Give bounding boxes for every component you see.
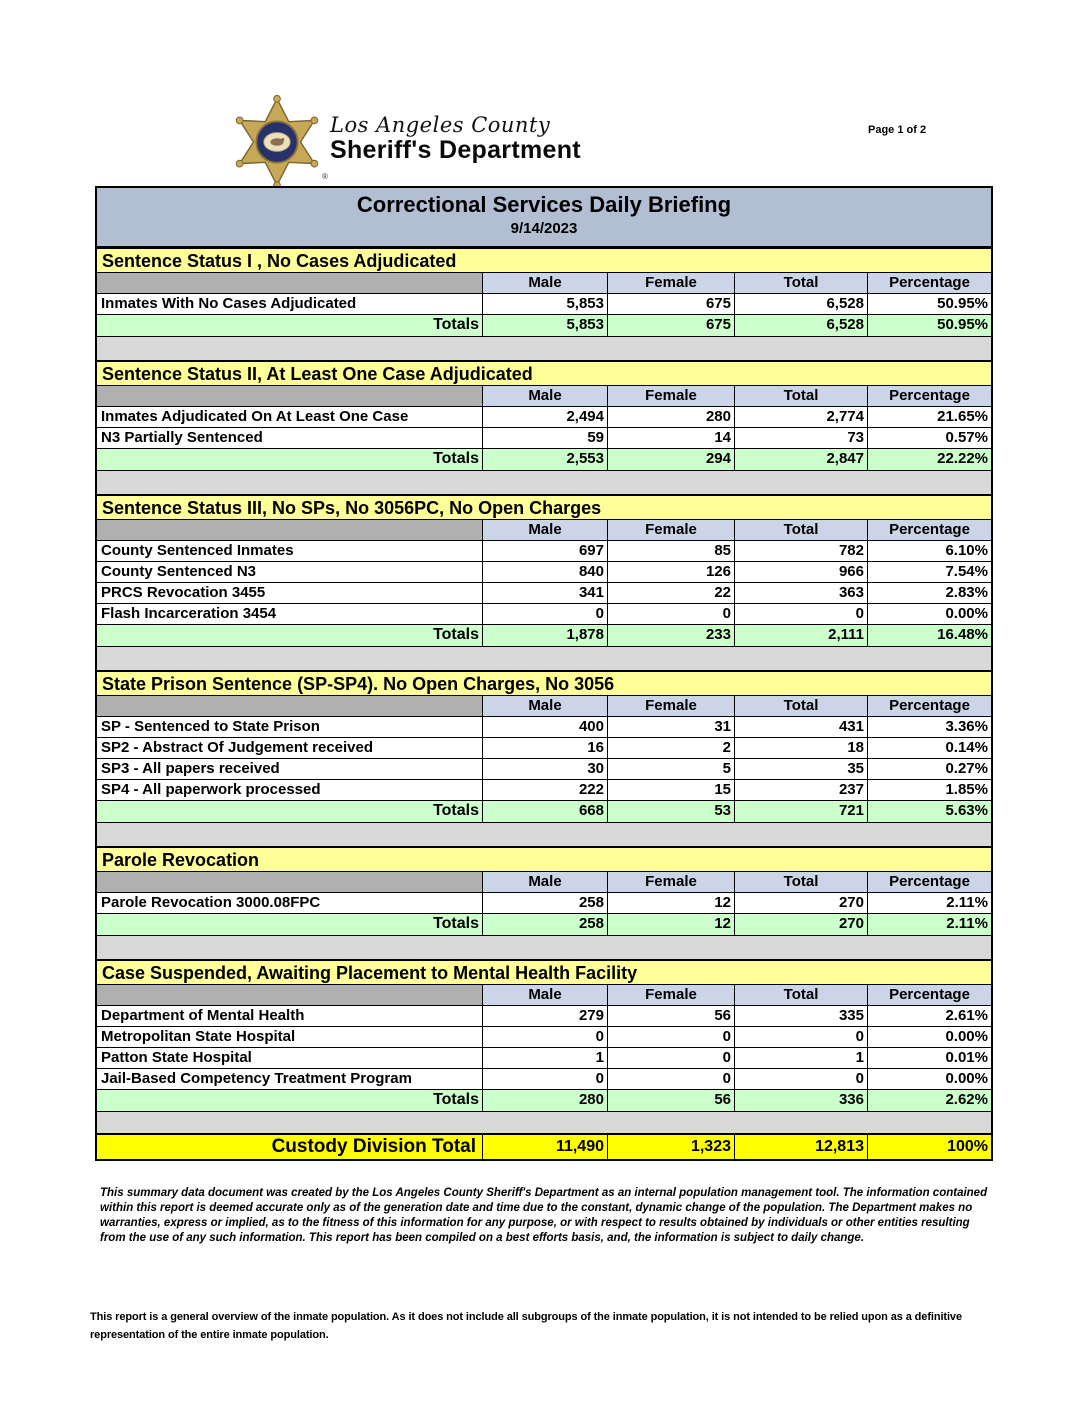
row-label: Parole Revocation 3000.08FPC: [97, 893, 483, 913]
column-header-total: Total: [735, 696, 868, 716]
section-gap: [97, 337, 991, 360]
table-row: [97, 407, 991, 428]
total-value: 270: [735, 893, 868, 913]
table-row: [97, 738, 991, 759]
female-value: 85: [608, 541, 735, 561]
section-header-row: [97, 670, 991, 696]
row-label: Patton State Hospital: [97, 1048, 483, 1068]
table-row: [97, 541, 991, 562]
male-value: 59: [483, 428, 608, 448]
table-row: [97, 583, 991, 604]
totals-label: Totals: [97, 914, 483, 935]
table-row: [97, 1069, 991, 1090]
percentage-value: 3.36%: [868, 717, 991, 737]
row-label: SP2 - Abstract Of Judgement received: [97, 738, 483, 758]
registered-trademark-symbol: ®: [322, 172, 328, 181]
table-row: [97, 893, 991, 914]
total-value: 35: [735, 759, 868, 779]
total-value: 966: [735, 562, 868, 582]
totals-total-value: 721: [735, 801, 868, 822]
total-value: 2,774: [735, 407, 868, 427]
column-header-percentage: Percentage: [868, 273, 991, 293]
totals-label: Totals: [97, 449, 483, 470]
female-value: 12: [608, 893, 735, 913]
total-value: 782: [735, 541, 868, 561]
column-header-percentage: Percentage: [868, 520, 991, 540]
totals-row: [97, 625, 991, 647]
column-header-row: [97, 872, 991, 893]
total-value: 363: [735, 583, 868, 603]
female-value: 2: [608, 738, 735, 758]
percentage-value: 0.00%: [868, 604, 991, 624]
row-label: Inmates Adjudicated On At Least One Case: [97, 407, 483, 427]
male-value: 5,853: [483, 294, 608, 314]
totals-total-value: 2,111: [735, 625, 868, 646]
table-row: [97, 1048, 991, 1069]
column-header-male: Male: [483, 696, 608, 716]
section-header-row: [97, 846, 991, 872]
section-header-row: [97, 247, 991, 273]
total-value: 237: [735, 780, 868, 800]
totals-row: [97, 914, 991, 936]
table-row: [97, 780, 991, 801]
column-header-row: [97, 696, 991, 717]
totals-percentage-value: 22.22%: [868, 449, 991, 470]
table-row: [97, 604, 991, 625]
row-label: Jail-Based Competency Treatment Program: [97, 1069, 483, 1089]
female-value: 675: [608, 294, 735, 314]
totals-male-value: 2,553: [483, 449, 608, 470]
column-header-spacer: [97, 696, 483, 716]
column-header-female: Female: [608, 520, 735, 540]
column-header-female: Female: [608, 872, 735, 892]
totals-percentage-value: 50.95%: [868, 315, 991, 336]
female-value: 0: [608, 1027, 735, 1047]
percentage-value: 0.14%: [868, 738, 991, 758]
male-value: 840: [483, 562, 608, 582]
totals-female-value: 294: [608, 449, 735, 470]
column-header-row: [97, 520, 991, 541]
column-header-female: Female: [608, 696, 735, 716]
female-value: 280: [608, 407, 735, 427]
female-value: 14: [608, 428, 735, 448]
grand-total-label: Custody Division Total: [97, 1135, 483, 1159]
disclaimer-text: This summary data document was created by the Los Angeles County Sheriff's Department as an internal population management tool. The information contained within this report is deemed accurate only as of the generation date and time due to the constant, dynamic change of the population. The Department makes no warranties, express or implied, as to the fitness of this information for any purpose, or with respect to results obtained by individuals or other entities resulting from the use of any such information. This report has been compiled on a best efforts basis, and, the information is subject to daily change.: [100, 1187, 988, 1244]
percentage-value: 0.57%: [868, 428, 991, 448]
totals-female-value: 56: [608, 1090, 735, 1111]
table-row: [97, 1006, 991, 1027]
column-header-spacer: [97, 985, 483, 1005]
male-value: 0: [483, 1069, 608, 1089]
agency-name-block: [330, 113, 581, 163]
row-label: SP - Sentenced to State Prison: [97, 717, 483, 737]
totals-male-value: 668: [483, 801, 608, 822]
column-header-female: Female: [608, 985, 735, 1005]
female-value: 0: [608, 1069, 735, 1089]
column-header-percentage: Percentage: [868, 985, 991, 1005]
section-gap: [97, 823, 991, 846]
percentage-value: 2.61%: [868, 1006, 991, 1026]
column-header-spacer: [97, 872, 483, 892]
column-header-row: [97, 273, 991, 294]
row-label: Inmates With No Cases Adjudicated: [97, 294, 483, 314]
total-value: 0: [735, 1069, 868, 1089]
female-value: 15: [608, 780, 735, 800]
overview-note-text: This report is a general overview of the inmate population. As it does not include all subgroups of the inmate population, it is not intended to be relied upon as a definitive representation of the entire inmate population.: [90, 1311, 962, 1341]
column-header-female: Female: [608, 386, 735, 406]
column-header-row: [97, 985, 991, 1006]
section-gap: [97, 1112, 991, 1133]
row-label: Flash Incarceration 3454: [97, 604, 483, 624]
totals-row: [97, 449, 991, 471]
table-row: [97, 562, 991, 583]
totals-percentage-value: 16.48%: [868, 625, 991, 646]
totals-male-value: 1,878: [483, 625, 608, 646]
totals-percentage-value: 2.62%: [868, 1090, 991, 1111]
percentage-value: 6.10%: [868, 541, 991, 561]
male-value: 16: [483, 738, 608, 758]
total-value: 0: [735, 1027, 868, 1047]
column-header-total: Total: [735, 386, 868, 406]
male-value: 697: [483, 541, 608, 561]
grand-percentage-value: 100%: [868, 1135, 991, 1159]
grand-female-value: 1,323: [608, 1135, 735, 1159]
total-value: 0: [735, 604, 868, 624]
report-date: 9/14/2023: [510, 220, 578, 237]
section-title: Case Suspended, Awaiting Placement to Mental Health Facility: [97, 961, 991, 984]
female-value: 22: [608, 583, 735, 603]
agency-name-department: Sheriff's Department: [330, 136, 581, 164]
total-value: 335: [735, 1006, 868, 1026]
section-title: Sentence Status II, At Least One Case Adjudicated: [97, 362, 991, 385]
totals-row: [97, 315, 991, 337]
female-value: 5: [608, 759, 735, 779]
column-header-total: Total: [735, 985, 868, 1005]
totals-total-value: 6,528: [735, 315, 868, 336]
section-title: State Prison Sentence (SP-SP4). No Open Charges, No 3056: [97, 672, 991, 695]
percentage-value: 7.54%: [868, 562, 991, 582]
male-value: 2,494: [483, 407, 608, 427]
female-value: 0: [608, 1048, 735, 1068]
sheriff-star-badge-icon: [230, 95, 324, 189]
percentage-value: 2.11%: [868, 893, 991, 913]
column-header-total: Total: [735, 273, 868, 293]
section-title: Sentence Status III, No SPs, No 3056PC, No Open Charges: [97, 496, 991, 519]
total-value: 1: [735, 1048, 868, 1068]
table-row: [97, 717, 991, 738]
female-value: 126: [608, 562, 735, 582]
section-header-row: [97, 959, 991, 985]
column-header-male: Male: [483, 273, 608, 293]
total-value: 73: [735, 428, 868, 448]
female-value: 56: [608, 1006, 735, 1026]
table-row: [97, 294, 991, 315]
female-value: 31: [608, 717, 735, 737]
grand-total-row: [97, 1133, 991, 1159]
percentage-value: 50.95%: [868, 294, 991, 314]
grand-male-value: 11,490: [483, 1135, 608, 1159]
briefing-table: [95, 186, 993, 1161]
percentage-value: 21.65%: [868, 407, 991, 427]
totals-percentage-value: 2.11%: [868, 914, 991, 935]
percentage-value: 0.00%: [868, 1027, 991, 1047]
total-value: 18: [735, 738, 868, 758]
totals-total-value: 270: [735, 914, 868, 935]
male-value: 30: [483, 759, 608, 779]
row-label: N3 Partially Sentenced: [97, 428, 483, 448]
row-label: PRCS Revocation 3455: [97, 583, 483, 603]
totals-total-value: 336: [735, 1090, 868, 1111]
totals-label: Totals: [97, 1090, 483, 1111]
total-value: 431: [735, 717, 868, 737]
row-label: Department of Mental Health: [97, 1006, 483, 1026]
totals-male-value: 5,853: [483, 315, 608, 336]
percentage-value: 0.27%: [868, 759, 991, 779]
totals-label: Totals: [97, 801, 483, 822]
percentage-value: 1.85%: [868, 780, 991, 800]
male-value: 0: [483, 604, 608, 624]
totals-female-value: 233: [608, 625, 735, 646]
column-header-male: Male: [483, 872, 608, 892]
totals-male-value: 258: [483, 914, 608, 935]
male-value: 341: [483, 583, 608, 603]
column-header-spacer: [97, 386, 483, 406]
column-header-percentage: Percentage: [868, 696, 991, 716]
column-header-male: Male: [483, 386, 608, 406]
report-title-bar: [97, 188, 991, 247]
table-row: [97, 1027, 991, 1048]
row-label: County Sentenced N3: [97, 562, 483, 582]
column-header-percentage: Percentage: [868, 386, 991, 406]
male-value: 1: [483, 1048, 608, 1068]
section-gap: [97, 647, 991, 670]
column-header-spacer: [97, 520, 483, 540]
totals-label: Totals: [97, 625, 483, 646]
totals-row: [97, 801, 991, 823]
section-title: Sentence Status I , No Cases Adjudicated: [97, 249, 991, 272]
section-header-row: [97, 494, 991, 520]
section-title: Parole Revocation: [97, 848, 991, 871]
male-value: 400: [483, 717, 608, 737]
row-label: County Sentenced Inmates: [97, 541, 483, 561]
row-label: SP4 - All paperwork processed: [97, 780, 483, 800]
totals-total-value: 2,847: [735, 449, 868, 470]
totals-label: Totals: [97, 315, 483, 336]
column-header-male: Male: [483, 985, 608, 1005]
male-value: 0: [483, 1027, 608, 1047]
page-number-label: Page 1 of 2: [868, 124, 927, 136]
grand-total-value: 12,813: [735, 1135, 868, 1159]
row-label: SP3 - All papers received: [97, 759, 483, 779]
column-header-total: Total: [735, 872, 868, 892]
agency-name-county: Los Angeles County: [330, 113, 551, 137]
section-gap: [97, 936, 991, 959]
male-value: 222: [483, 780, 608, 800]
totals-percentage-value: 5.63%: [868, 801, 991, 822]
column-header-male: Male: [483, 520, 608, 540]
row-label: Metropolitan State Hospital: [97, 1027, 483, 1047]
totals-row: [97, 1090, 991, 1112]
report-title: Correctional Services Daily Briefing: [356, 192, 732, 217]
male-value: 279: [483, 1006, 608, 1026]
column-header-total: Total: [735, 520, 868, 540]
section-header-row: [97, 360, 991, 386]
total-value: 6,528: [735, 294, 868, 314]
section-gap: [97, 471, 991, 494]
totals-male-value: 280: [483, 1090, 608, 1111]
totals-female-value: 53: [608, 801, 735, 822]
column-header-percentage: Percentage: [868, 872, 991, 892]
column-header-row: [97, 386, 991, 407]
percentage-value: 0.00%: [868, 1069, 991, 1089]
table-row: [97, 759, 991, 780]
column-header-female: Female: [608, 273, 735, 293]
totals-female-value: 12: [608, 914, 735, 935]
column-header-spacer: [97, 273, 483, 293]
percentage-value: 2.83%: [868, 583, 991, 603]
totals-female-value: 675: [608, 315, 735, 336]
male-value: 258: [483, 893, 608, 913]
table-row: [97, 428, 991, 449]
percentage-value: 0.01%: [868, 1048, 991, 1068]
female-value: 0: [608, 604, 735, 624]
